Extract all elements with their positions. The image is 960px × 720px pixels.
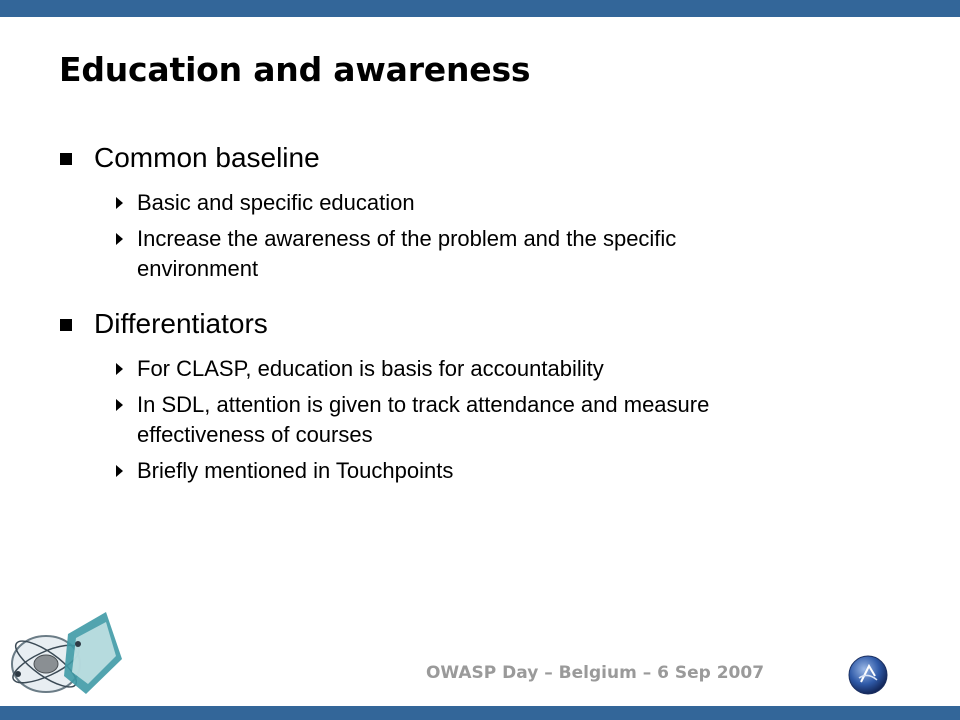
sub-bullet xyxy=(60,224,777,284)
bullet-label: Differentiators xyxy=(94,308,268,339)
sub-bullet xyxy=(60,188,777,218)
sub-bullet-label: Briefly mentioned in Touchpoints xyxy=(137,458,454,483)
sub-bullet xyxy=(60,390,777,450)
sub-bullet-label: Basic and specific education xyxy=(137,190,415,215)
top-bar xyxy=(0,0,960,17)
bottom-bar xyxy=(0,706,960,720)
bullet-differentiators xyxy=(60,306,860,342)
sub-bullet-label: Increase the awareness of the problem and the specific environment xyxy=(137,226,677,281)
global-security-week-logo-icon xyxy=(6,604,126,704)
slide-title: Education and awareness xyxy=(59,50,531,89)
triangle-bullet-icon xyxy=(116,363,123,375)
triangle-bullet-icon xyxy=(116,465,123,477)
owasp-globe-logo-icon xyxy=(847,654,889,696)
sub-bullet-label: In SDL, attention is given to track attendance and measure effectiveness of courses xyxy=(137,392,710,447)
bullet-common-baseline xyxy=(60,140,860,176)
slide-footer: OWASP Day – Belgium – 6 Sep 2007 xyxy=(425,663,765,683)
sub-bullet xyxy=(60,354,777,384)
bullet-label: Common baseline xyxy=(94,142,320,173)
triangle-bullet-icon xyxy=(116,233,123,245)
slide-content xyxy=(60,140,860,492)
sub-bullet xyxy=(60,456,777,486)
square-bullet-icon xyxy=(60,319,72,331)
triangle-bullet-icon xyxy=(116,197,123,209)
triangle-bullet-icon xyxy=(116,399,123,411)
square-bullet-icon xyxy=(60,153,72,165)
sub-bullet-label: For CLASP, education is basis for accountability xyxy=(137,356,604,381)
